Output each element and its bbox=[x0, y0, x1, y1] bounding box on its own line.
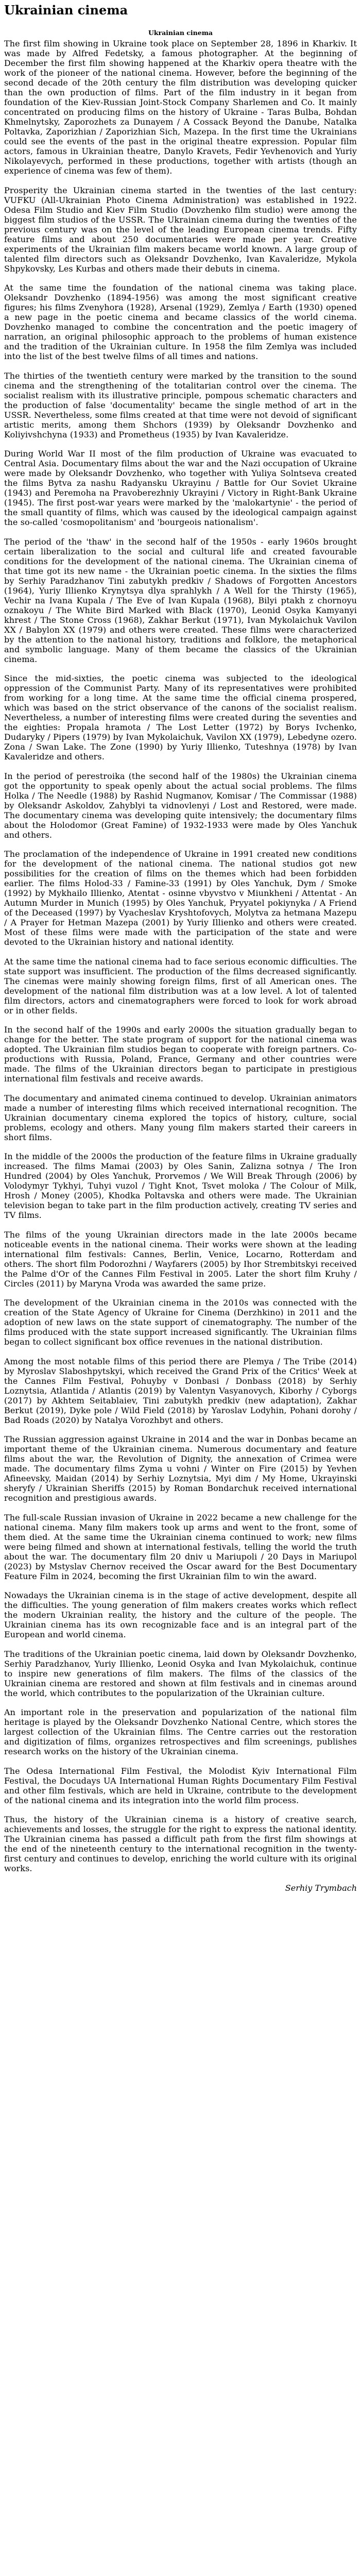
author-signature: Serhiy Trymbach bbox=[285, 1883, 357, 1893]
article-subtitle: Ukrainian cinema bbox=[148, 29, 213, 37]
article-paragraph: The proclamation of the independence of Ukraine in 1991 created new conditions for the development of the national cinema. The national studios got new possibilities for the creation of films on the themes which had been forbidden earlier. The films Holod-33 / Famine-33 (1991) by Oles Yanchuk, Dym / Smoke (1992) by Mykhailo Illienko, Atentat - osinne vbyvstvo v Miunkheni / Attentat - An Autumn Murder in Munich (1995) by Oles Yanchuk, Pryyatel pokiynyka / A Friend of the Deceased (1997) by Vyacheslav Kryshtofovych, Molytva za hetmana Mazepu / A Prayer for Hetman Mazepa (2001) by Yuriy Illienko and others were created. Most of these films were made with the participation of the state and were devoted to the Ukrainian history and national identity. bbox=[4, 849, 357, 947]
article-paragraph: At the same time the foundation of the national cinema was taking place. Oleksandr Dovzhenko (1894-1956) was among the most significant creative figures; his films Zvenyhora (1928), Arsenal (1929), Zemlya / Earth (1930) opened a new page in the poetic cinema and became classics of the world cinema. Dovzhenko managed to combine the concentration and the poetic imagery of narration, an original philosophic approach to the problems of human existence and the tradition of the Ukrainian culture. In 1958 the film Zemlya was included into the list of the best twelve films of all times and nations. bbox=[4, 283, 357, 361]
article-paragraph: The documentary and animated cinema continued to develop. Ukrainian animators made a number of interesting films which received international recognition. The Ukrainian documentary cinema explored the topics of history, culture, social problems, ecology and others. Many young film makers started their careers in short films. bbox=[4, 1093, 357, 1142]
article-paragraph: At the same time the national cinema had to face serious economic difficulties. The state support was insufficient. The production of the films decreased significantly. The cinemas were mainly showing foreign films, first of all American ones. The development of the national film distribution was at a low level. A lot of talented film directors, actors and cinematographers were forced to look for work abroad or in other fields. bbox=[4, 956, 357, 1015]
article-paragraph: The period of the 'thaw' in the second half of the 1950s - early 1960s brought certain liberalization to the social and cultural life and created favourable conditions for the development of the national cinema. The Ukrainian cinema of that time got its new name - the Ukrainian poetic cinema. In the sixties the films by Serhiy Paradzhanov Tini zabutykh predkiv / Shadows of Forgotten Ancestors (1964), Yuriy Illienko Krynytsya dlya sprahlykh / A Well for the Thirsty (1965), Vechir na Ivana Kupala / The Eve of Ivan Kupala (1968), Bilyi ptakh z chornoyu oznakoyu / The White Bird Marked with Black (1970), Leonid Osyka Kamyanyi khrest / The Stone Cross (1968), Zakhar Berkut (1971), Ivan Mykolaichuk Vavilon XX / Babylon XX (1979) and others were created. These films were characterized by the attention to the national history, traditions and folklore, the metaphorical and symbolic language. Many of them became the classics of the Ukrainian cinema. bbox=[4, 536, 357, 664]
article-paragraph: The films of the young Ukrainian directors made in the late 2000s became noticeable events in the national cinema. Their works were shown at the leading international film festivals: Cannes, Berlin, Venice, Locarno, Rotterdam and others. The short film Podorozhni / Wayfarers (2005) by Ihor Strembitskyi received the Palme d'Or of the Cannes Film Festival in 2005. Later the short film Kruhy / Circles (2011) by Maryna Vroda was awarded the same prize. bbox=[4, 1229, 357, 1289]
article-paragraph: The development of the Ukrainian cinema in the 2010s was connected with the creation of the State Agency of Ukraine for Cinema (Derzhkino) in 2011 and the adoption of new laws on the state support of cinematography. The number of the films produced with the state support increased significantly. The Ukrainian films began to collect significant box office revenues in the national distribution. bbox=[4, 1298, 357, 1347]
article-paragraph: Prosperity the Ukrainian cinema started in the twenties of the last century: VUFKU (All-Ukrainian Photo Cinema Administration) was established in 1922. Odesa Film Studio and Kiev Film Studio (Dovzhenko film studio) were among the biggest film studios of the USSR. The Ukrainian cinema during the twenties of the previous century was on the level of the leading European cinema trends. Fifty feature films and about 250 documentaries were made per year. Creative experiments of the Ukrainian film makers became world known. A large group of talented film directors such as Oleksandr Dovzhenko, Ivan Kavaleridze, Mykola Shpykovsky, Les Kurbas and others made their debuts in cinema. bbox=[4, 185, 357, 274]
article-paragraph: Since the mid-sixties, the poetic cinema was subjected to the ideological oppression of the Communist Party. Many of its representatives were prohibited from working for a long time. At the same time the official cinema prospered, which was based on the strict observance of the canons of the socialist realism. Nevertheless, a number of interesting films were created during the seventies and the eighties: Propala hramota / The Lost Letter (1972) by Borys Ivchenko, Dudaryky / Pipers (1979) by Ivan Mykolaichuk, Vavilon XX (1979), Lebedyne ozero. Zona / Swan Lake. The Zone (1990) by Yuriy Illienko, Tuteshnya (1978) by Ivan Kavaleridze and others. bbox=[4, 673, 357, 761]
article-paragraph: Thus, the history of the Ukrainian cinema is a history of creative search, achievements and losses, the struggle for the right to express the national identity. The Ukrainian cinema has passed a difficult path from the first film showings at the end of the nineteenth century to the international recognition in the twenty-first century and continues to develop, enriching the world culture with its original works. bbox=[4, 1815, 357, 1873]
article-paragraph: In the middle of the 2000s the production of the feature films in Ukraine gradually increased. The films Mamai (2003) by Oles Sanin, Zalizna sotnya / The Iron Hundred (2004) by Oles Yanchuk, Prorvemos / We Will Break Through (2006) by Volodymyr Tykhyi, Tuhyi vuzol / Tight Knot, Tsvet moloka / The Colour of Milk, Hrosh / Money (2005), Khodka Poltavska and others were made. The Ukrainian television began to take part in the film production actively, creating TV series and TV films. bbox=[4, 1151, 357, 1220]
article-paragraph: Among the most notable films of this period there are Plemya / The Tribe (2014) by Myroslav Slaboshpytskyi, which received the Grand Prix of the Critics' Week at the Cannes Film Festival, Pohuyby v Donbasi / Donbass (2018) by Serhiy Loznytsia, Atlantida / Atlantis (2019) by Valentyn Vasyanovych, Kiborhy / Cyborgs (2017) by Akhtem Seitablaiev, Tini zabutykh predkiv (new adaptation), Zakhar Berkut (2019), Dyke pole / Wild Field (2018) by Yaroslav Lodyhin, Pohani dorohy / Bad Roads (2020) by Natalya Vorozhbyt and others. bbox=[4, 1356, 357, 1425]
article-paragraph: The traditions of the Ukrainian poetic cinema, laid down by Oleksandr Dovzhenko, Serhiy Paradzhanov, Yuriy Illienko, Leonid Osyka and Ivan Mykolaichuk, continue to inspire new generations of film makers. The films of the classics of the Ukrainian cinema are restored and shown at film festivals and in cinemas around the world, which contributes to the popularization of the Ukrainian culture. bbox=[4, 1649, 357, 1698]
article-paragraph: An important role in the preservation and popularization of the national film heritage is played by the Oleksandr Dovzhenko National Centre, which stores the largest collection of the Ukrainian films. The Centre carries out the restoration and digitization of films, organizes retrospectives and film screenings, publishes research works on the history of the Ukrainian cinema. bbox=[4, 1707, 357, 1756]
article-paragraph: The Odesa International Film Festival, the Molodist Kyiv International Film Festival, the Docudays UA International Human Rights Documentary Film Festival and other film festivals, which are held in Ukraine, contribute to the development of the national cinema and its integration into the world film process. bbox=[4, 1766, 357, 1805]
article-paragraph: In the period of perestroika (the second half of the 1980s) the Ukrainian cinema got the opportunity to speak openly about the actual social problems. The films Holka / The Needle (1988) by Rashid Nugmanov, Komisar / The Commissar (1988) by Oleksandr Askoldov, Zahyblyi ta vidnovlenyi / Lost and Restored, were made. The documentary cinema was developing quite intensively; the documentary films about the Holodomor (Great Famine) of 1932-1933 were made by Oles Yanchuk and others. bbox=[4, 771, 357, 840]
page-title: Ukrainian cinema bbox=[4, 3, 128, 18]
article-paragraph: The Russian aggression against Ukraine in 2014 and the war in Donbas became an important theme of the Ukrainian cinema. Numerous documentary and feature films about the war, the Revolution of Dignity, the annexation of Crimea were made. The documentary films Zyma u vohni / Winter on Fire (2015) by Yevhen Afineevsky, Maidan (2014) by Serhiy Loznytsia, Myi dim / My Home, Ukrayinski sheryfy / Ukrainian Sheriffs (2015) by Roman Bondarchuk received international recognition and prestigious awards. bbox=[4, 1434, 357, 1503]
article-body bbox=[4, 39, 357, 1873]
article-paragraph: The thirties of the twentieth century were marked by the transition to the sound cinema and the strengthening of the totalitarian control over the cinema. The socialist realism with its illustrative principle, pompous schematic characters and the production of false 'documentality' became the single method of art in the USSR. Nevertheless, some films created at that time were not devoid of significant artistic merits, among them Shchors (1939) by Oleksandr Dovzhenko and Koliyivshchyna (1933) and Prometheus (1935) by Ivan Kavaleridze. bbox=[4, 370, 357, 439]
article-paragraph: During World War II most of the film production of Ukraine was evacuated to Central Asia. Documentary films about the war and the Nazi occupation of Ukraine were made by Oleksandr Dovzhenko, who together with Yuliya Solntseva created the films Bytva za nashu Radyansku Ukrayinu / Battle for Our Soviet Ukraine (1943) and Peremoha na Pravoberezhniy Ukrayini / Victory in Right-Bank Ukraine (1945). The first post-war years were marked by the 'malokartynie' - the period of the small quantity of films, which was caused by the ideological campaign against the so-called 'cosmopolitanism' and 'bourgeois nationalism'. bbox=[4, 449, 357, 527]
article-paragraph: The full-scale Russian invasion of Ukraine in 2022 became a new challenge for the national cinema. Many film makers took up arms and went to the front, some of them died. At the same time the Ukrainian cinema continued to work; new films were being filmed and shown at international festivals, telling the world the truth about the war. The documentary film 20 dniv u Mariupoli / 20 Days in Mariupol (2023) by Mstyslav Chernov received the Oscar award for the Best Documentary Feature Film in 2024, becoming the first Ukrainian film to win the award. bbox=[4, 1512, 357, 1581]
article-paragraph: The first film showing in Ukraine took place on September 28, 1896 in Kharkiv. It was made by Alfred Fedetsky, a famous photographer. At the beginning of December the first film showing happened at the Kharkiv opera theatre with the work of the pioneer of the national cinema. However, before the beginning of the second decade of the 20th century the film distribution was developing quicker than the own production of films. Part of the film industry in it began from foundation of the Kiev-Russian Joint-Stock Company Sharlemen and Co. It mainly concentrated on producing films on the history of Ukraine - Taras Bulba, Bohdan Khmelnytsky, Zaporozhets za Dunayem / A Cossack Beyond the Danube, Natalka Poltavka, Zaporizhian / Zaporizhian Sich, Mazepa. In the first time the Ukrainians could see the events of the past in the original theatre expression. Popular film actors, famous in Ukrainian theatre, Danylo Kravets, Fedir Yevhenovich and Yuriy Nikolayevych, performed in these productions, together with artists (though an experience of cinema was few of them). bbox=[4, 39, 357, 176]
article-paragraph: In the second half of the 1990s and early 2000s the situation gradually began to change for the better. The state program of support for the national cinema was adopted. The Ukrainian film studios began to cooperate with foreign partners. Co-productions with Russia, Poland, France, Germany and other countries were made. The films of the Ukrainian directors began to participate in prestigious international film festivals and receive awards. bbox=[4, 1025, 357, 1083]
article-paragraph: Nowadays the Ukrainian cinema is in the stage of active development, despite all the difficulties. The young generation of film makers creates works which reflect the modern Ukrainian reality, the history and the culture of the people. The Ukrainian cinema has its own recognizable face and is an integral part of the European and world cinema. bbox=[4, 1590, 357, 1639]
